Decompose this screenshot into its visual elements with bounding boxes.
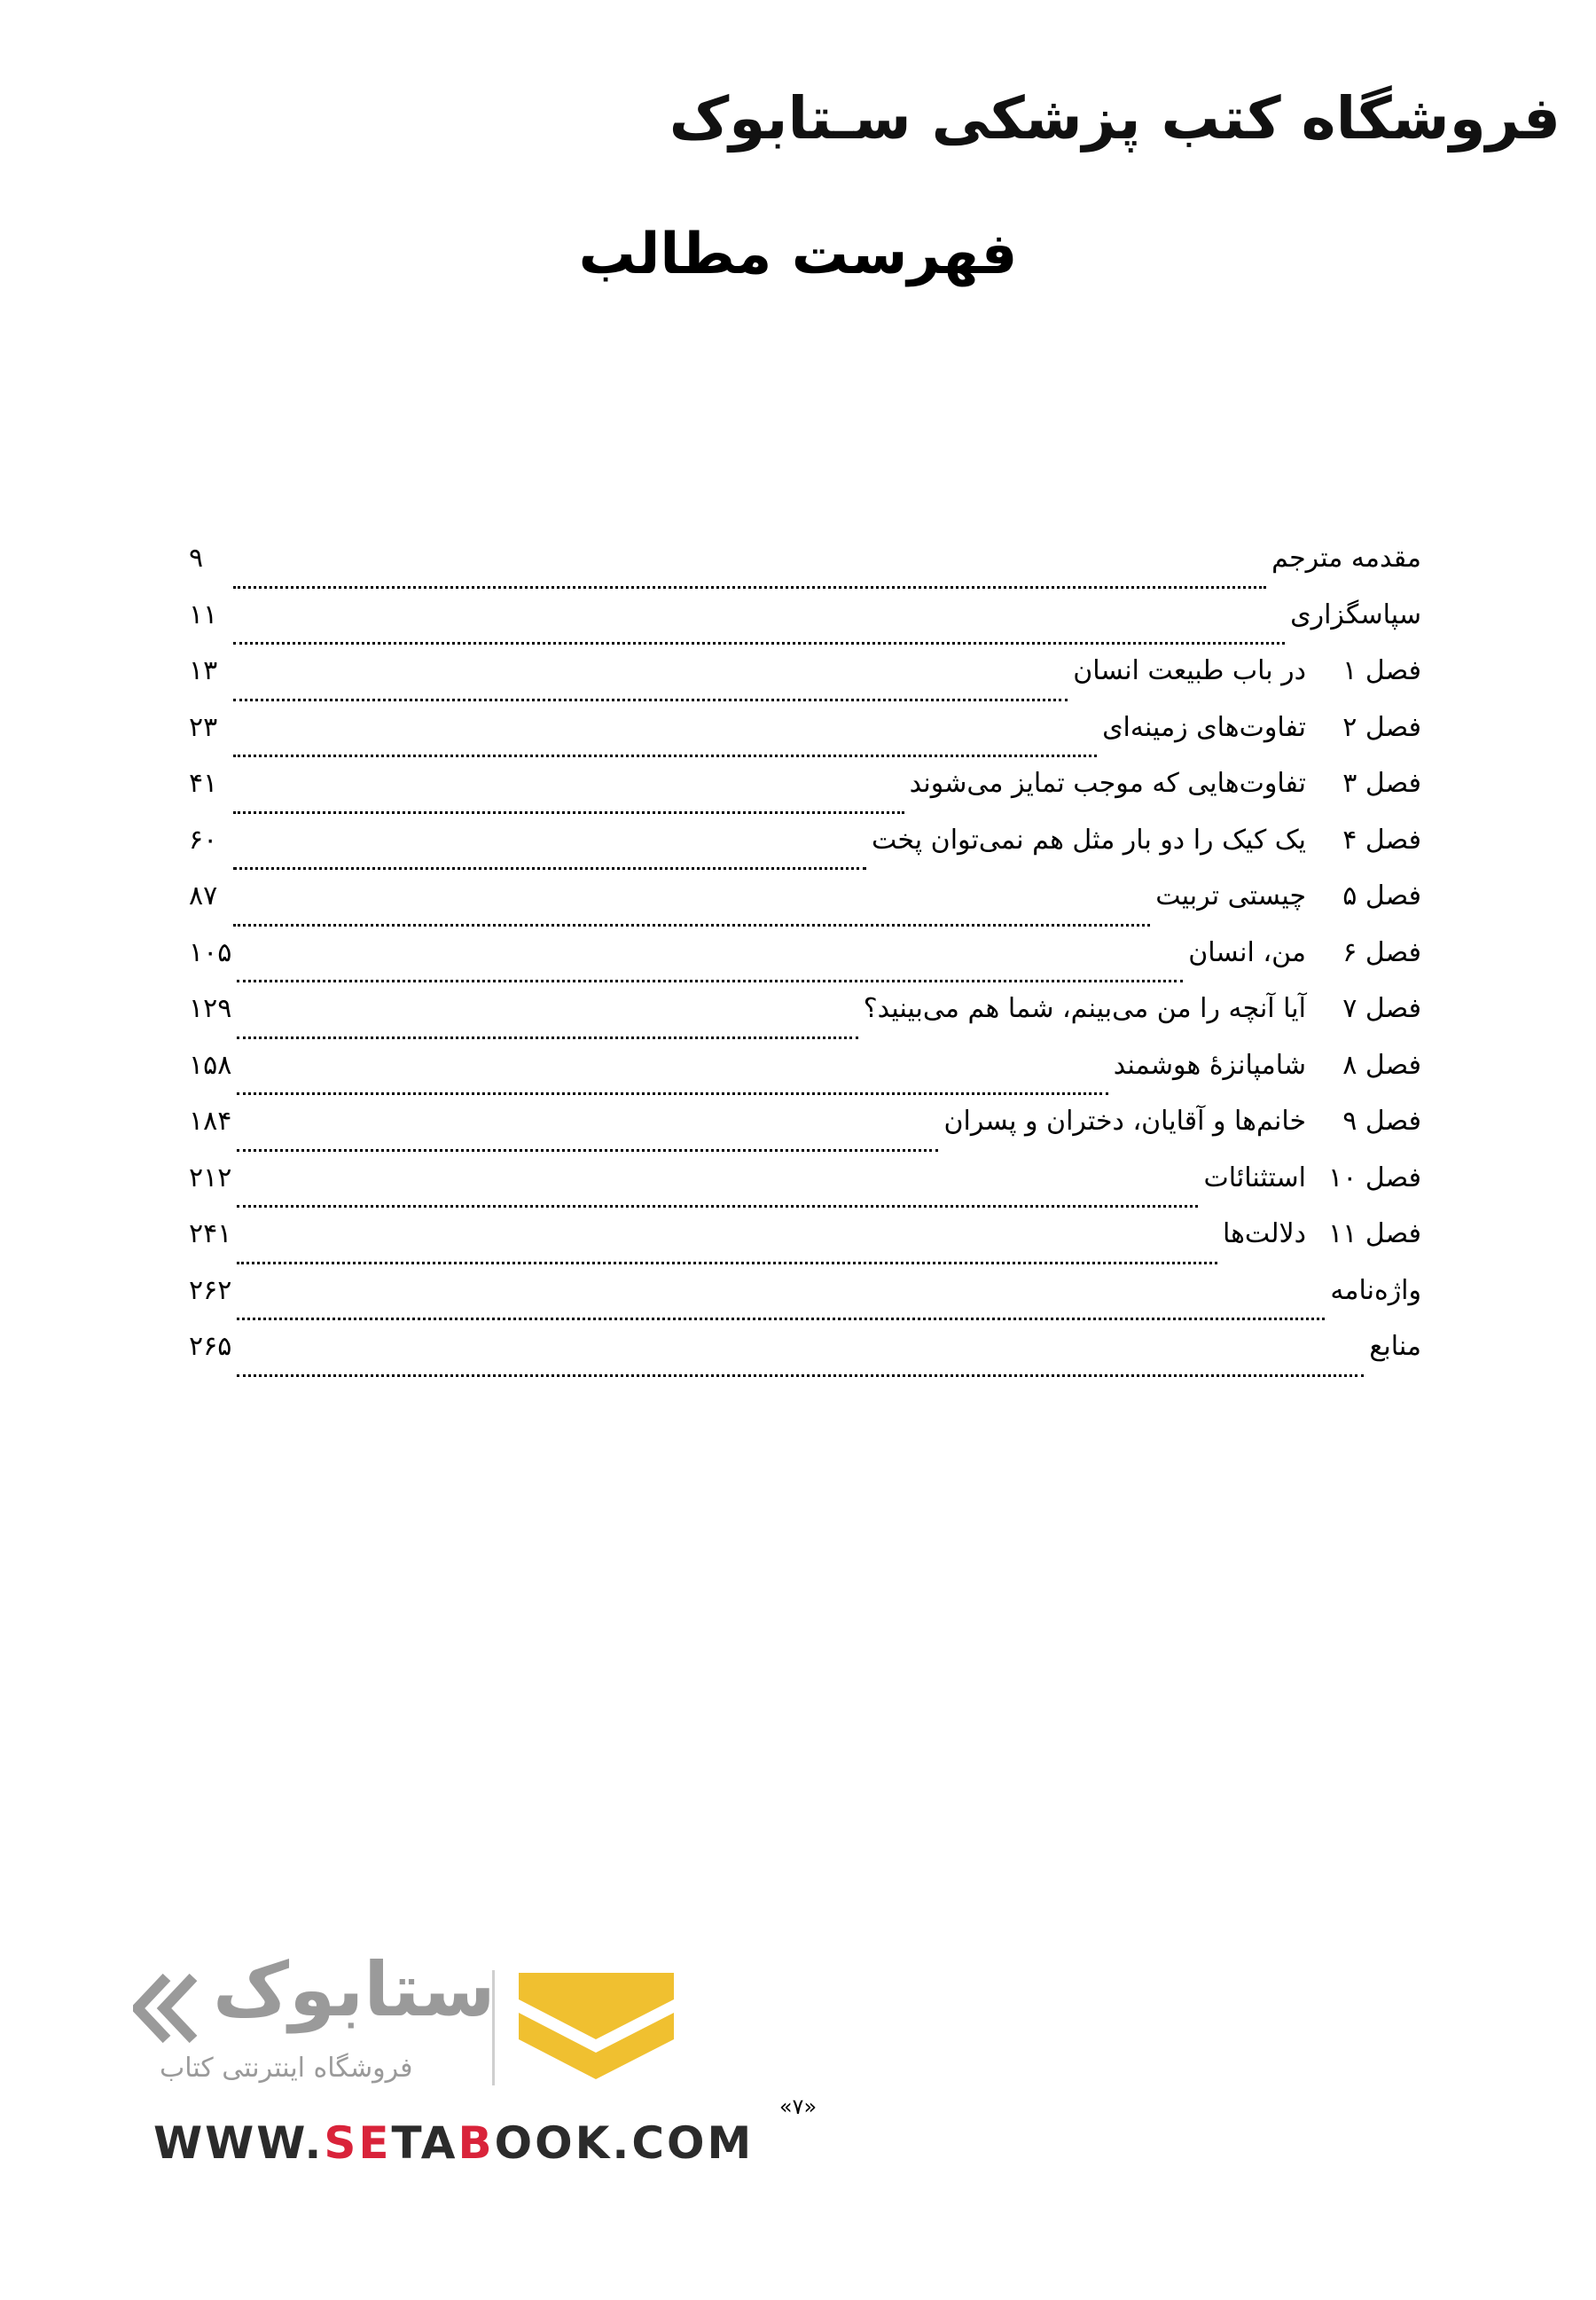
toc-chapter-label: فصل ۹ [1342,1106,1421,1137]
toc-entry-title: در باب طبیعت انسان [1073,655,1306,686]
toc-entry-title: واژه‌نامه [1330,1274,1421,1306]
toc-entry-title: شامپانزهٔ هوشمند [1113,1049,1306,1081]
dot-leader [233,699,1068,701]
dot-leader [237,1374,1364,1377]
toc-entry-title: استثنائات [1203,1162,1306,1193]
website-url[interactable] [153,2117,754,2169]
dot-leader [233,755,1097,757]
store-title: فروشگاه کتب پزشکی سـتابوک [669,84,1561,153]
toc-entry-title: تفاوت‌هایی که موجب تمایز می‌شوند [909,768,1306,799]
toc-page-number: ۱۱ [189,598,218,630]
toc-entry[interactable] [189,768,1421,825]
toc-page-number: ۱۳ [189,655,218,686]
toc-entry[interactable] [189,712,1421,769]
dot-leader [233,924,1150,927]
arrow-icon [137,1977,193,2039]
toc-chapter-label: فصل ۸ [1342,1049,1421,1081]
toc-chapter-label: فصل ۷ [1342,993,1421,1024]
toc-entry-title: مقدمه مترجم [1271,543,1421,574]
toc-page-number: ۶۰ [189,824,218,856]
table-of-contents [189,543,1421,1388]
dot-leader [237,1318,1325,1320]
page-number: «۷» [778,2094,818,2119]
toc-entry-title: من، انسان [1188,936,1306,968]
toc-entry[interactable] [189,655,1421,712]
toc-chapter-label: فصل ۲ [1342,711,1421,743]
toc-page-number: ۲۱۲ [189,1162,232,1193]
url-accent: SE [324,2117,392,2169]
toc-entry[interactable] [189,993,1421,1050]
toc-chapter-label: فصل ۶ [1342,936,1421,968]
toc-entry[interactable] [189,1050,1421,1107]
dot-leader [237,1205,1198,1208]
dot-leader [237,1262,1217,1264]
url-accent: B [458,2117,495,2169]
toc-entry[interactable] [189,937,1421,994]
toc-page-number: ۱۵۸ [189,1049,232,1081]
toc-entry[interactable] [189,880,1421,937]
toc-entry[interactable] [189,825,1421,881]
toc-entry[interactable] [189,599,1421,656]
dot-leader [233,642,1285,645]
dot-leader [233,811,904,814]
page-title: فهرست مطالب [578,222,1018,287]
toc-chapter-label: فصل ۳ [1342,768,1421,799]
toc-chapter-label: فصل ۴ [1342,824,1421,856]
url-part: OOK.COM [494,2117,755,2169]
dot-leader [237,1149,938,1152]
dot-leader [237,980,1183,982]
brand-name: ستابوک [213,1946,496,2033]
toc-entry-title: یک کیک را دو بار مثل هم نمی‌توان پخت [871,824,1306,856]
toc-page-number: ۱۸۴ [189,1106,232,1137]
toc-entry[interactable] [189,1331,1421,1388]
toc-entry-title: تفاوت‌های زمینه‌ای [1102,711,1306,743]
book-chevron-icon [519,1973,674,2079]
url-part: WWW. [153,2117,325,2169]
toc-entry[interactable] [189,1275,1421,1332]
toc-entry-title: آیا آنچه را من می‌بینم، شما هم می‌بینید؟ [863,993,1306,1024]
toc-entry-title: منابع [1369,1331,1421,1362]
toc-page-number: ۸۷ [189,880,218,911]
dot-leader [237,1037,857,1039]
dot-leader [233,867,866,870]
toc-entry-title: سپاسگزاری [1290,598,1421,630]
toc-page-number: ۲۴۱ [189,1218,232,1249]
brand-tagline: فروشگاه اینترنتی کتاب [160,2053,413,2084]
toc-entry[interactable] [189,1162,1421,1219]
toc-entry[interactable] [189,543,1421,599]
toc-entry[interactable] [189,1218,1421,1275]
toc-entry-title: چیستی تربیت [1155,880,1306,911]
toc-page-number: ۴۱ [189,768,218,799]
toc-page-number: ۹ [189,543,204,574]
toc-entry[interactable] [189,1106,1421,1162]
toc-chapter-label: فصل ۱ [1342,655,1421,686]
toc-page-number: ۲۶۵ [189,1331,232,1362]
toc-page-number: ۲۳ [189,711,218,743]
toc-entry-title: خانم‌ها و آقایان، دختران و پسران [943,1106,1306,1137]
dot-leader [237,1092,1107,1095]
toc-page-number: ۱۰۵ [189,936,232,968]
toc-chapter-label: فصل ۱۱ [1328,1218,1421,1249]
dot-leader [233,586,1266,589]
toc-page-number: ۲۶۲ [189,1274,232,1306]
toc-chapter-label: فصل ۵ [1342,880,1421,911]
url-part: TA [391,2117,458,2169]
toc-chapter-label: فصل ۱۰ [1328,1162,1421,1193]
toc-entry-title: دلالت‌ها [1222,1218,1306,1249]
toc-page-number: ۱۲۹ [189,993,232,1024]
